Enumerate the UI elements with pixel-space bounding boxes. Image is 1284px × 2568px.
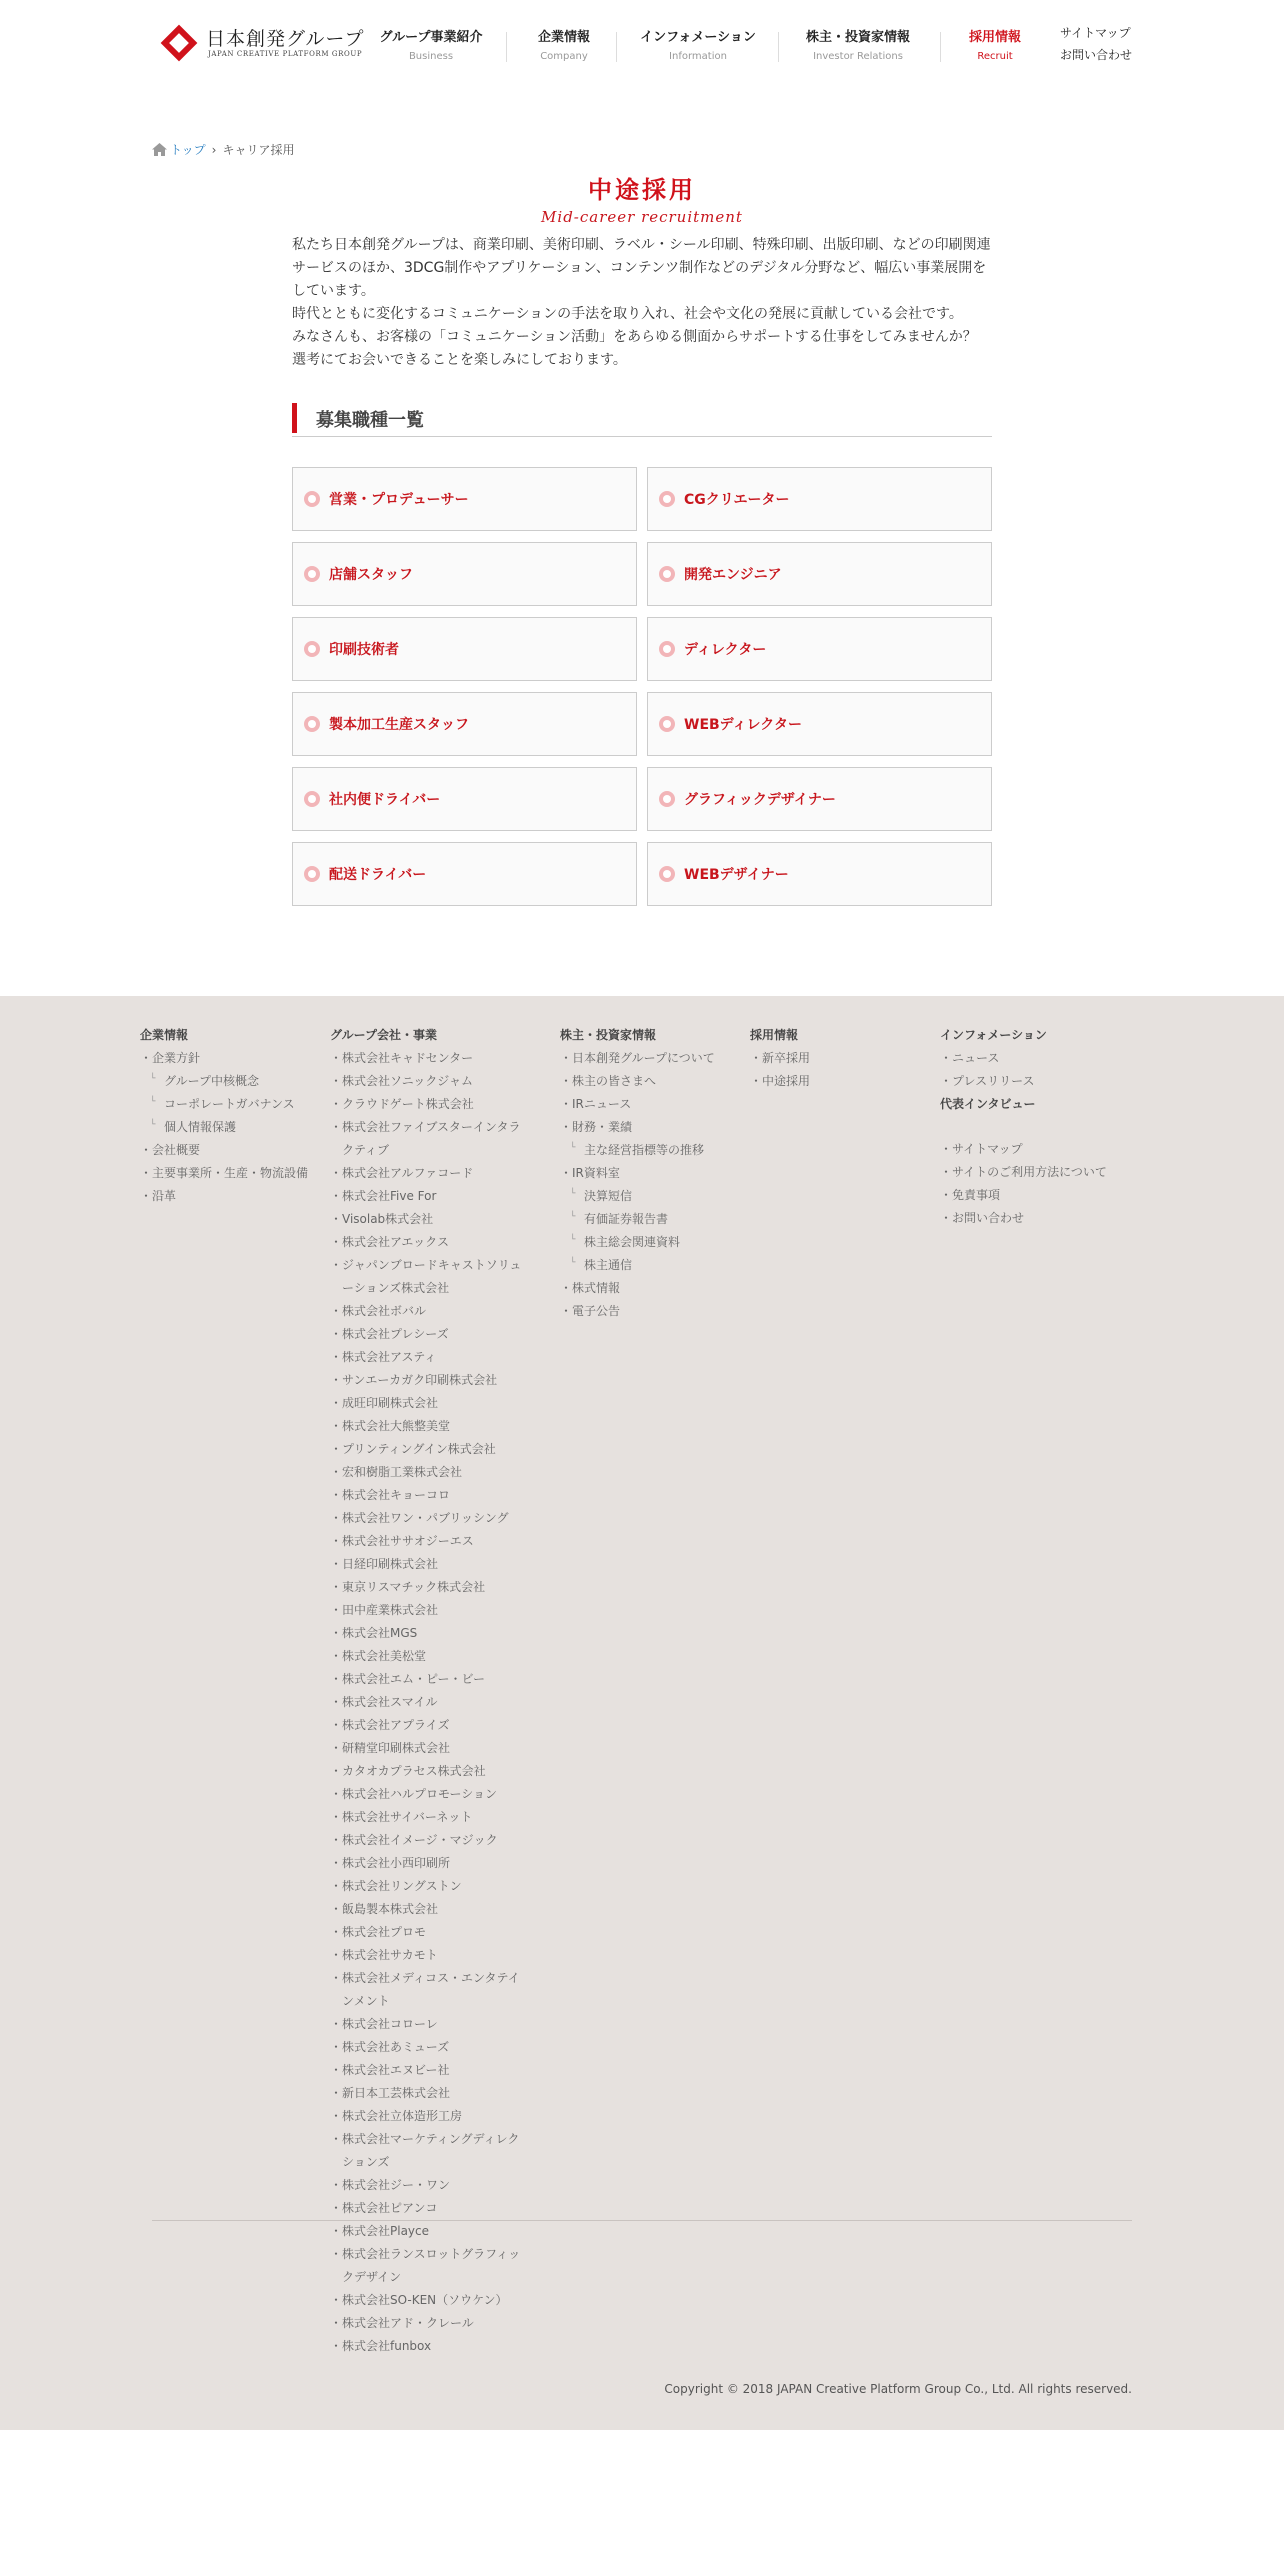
logo-text-jp: 日本創発グループ — [206, 28, 365, 50]
job-item[interactable] — [647, 617, 992, 681]
circle-bullet-icon — [659, 566, 675, 582]
contact-link[interactable]: お問い合わせ — [1060, 48, 1133, 62]
footer-link[interactable]: ・ 株式会社SO-KEN（ソウケン） — [330, 2289, 526, 2312]
job-item-label: CGクリエーター — [684, 492, 790, 508]
footer-col-ir — [560, 1024, 740, 1323]
footer-col-info — [940, 1024, 1130, 1230]
footer-link[interactable]: ・ お問い合わせ — [940, 1207, 1130, 1230]
footer-link[interactable]: ・ 株式会社スマイル — [330, 1691, 526, 1714]
footer-link[interactable]: ・ サンエーカガク印刷株式会社 — [330, 1369, 526, 1392]
intro-paragraph: 選考にてお会いできることを楽しみにしております。 — [292, 352, 627, 368]
footer-link[interactable]: └ 決算短信 — [560, 1185, 740, 1208]
footer-list — [940, 1047, 1130, 1093]
footer-link[interactable]: └ 主な経営指標等の推移 — [560, 1139, 740, 1162]
footer-link[interactable]: ・ 東京リスマチック株式会社 — [330, 1576, 526, 1599]
footer-link[interactable]: ・ 田中産業株式会社 — [330, 1599, 526, 1622]
circle-bullet-icon — [659, 866, 675, 882]
job-item[interactable] — [292, 767, 637, 831]
footer-link[interactable]: ・ 株式会社ボバル — [330, 1300, 526, 1323]
footer-link[interactable]: ・ 株式会社大熊整美堂 — [330, 1415, 526, 1438]
circle-bullet-icon — [304, 566, 320, 582]
heading-accent-bar — [292, 403, 297, 433]
footer-link[interactable]: ・ IR資料室 — [560, 1162, 740, 1185]
job-item[interactable] — [647, 767, 992, 831]
footer-link[interactable]: ・ 株式情報 — [560, 1277, 740, 1300]
footer-link[interactable]: └ 有価証券報告書 — [560, 1208, 740, 1231]
footer-link[interactable]: ・ 株式会社サイバーネット — [330, 1806, 526, 1829]
intro-text — [292, 234, 992, 372]
intro-paragraph: みなさんも、お客様の「コミュニケーション活動」をあらゆる側面からサポートする仕事をしてみませんか？ — [292, 329, 977, 345]
nav-divider — [778, 32, 779, 62]
footer-heading[interactable]: インフォメーション — [940, 1028, 1047, 1042]
nav-business[interactable] — [376, 26, 486, 66]
nav-information[interactable] — [636, 26, 760, 66]
footer-link[interactable]: ・ 株式会社プレシーズ — [330, 1323, 526, 1346]
nav-ir-label: 株主・投資家情報 — [805, 30, 910, 45]
circle-bullet-icon — [659, 641, 675, 657]
footer-link[interactable]: └ 株主通信 — [560, 1254, 740, 1277]
footer-link[interactable]: ・ 飯島製本株式会社 — [330, 1898, 526, 1921]
footer-heading[interactable]: 企業情報 — [140, 1028, 189, 1042]
job-item-label: 店舗スタッフ — [329, 567, 413, 583]
nav-divider — [940, 32, 941, 62]
footer-link[interactable]: ・ 企業方針 — [140, 1047, 310, 1070]
footer-link[interactable]: └ 株主総会関連資料 — [560, 1231, 740, 1254]
logo[interactable] — [160, 22, 365, 64]
job-item[interactable] — [647, 542, 992, 606]
footer-link[interactable]: ・ カタオカプラセス株式会社 — [330, 1760, 526, 1783]
nav-recruit-label: 採用情報 — [968, 30, 1021, 45]
footer-link[interactable]: ・ 株式会社ワン・パブリッシング — [330, 1507, 526, 1530]
footer-link[interactable]: ・ クラウドゲート株式会社 — [330, 1093, 526, 1116]
footer-link[interactable]: ・ 株式会社アルファコード — [330, 1162, 526, 1185]
footer-heading[interactable]: 代表インタビュー — [940, 1097, 1036, 1111]
nav-information-sublabel: Information — [669, 51, 727, 62]
breadcrumb-home-link[interactable]: トップ — [170, 143, 206, 157]
home-icon — [152, 143, 167, 156]
nav-company-sublabel: Company — [540, 51, 588, 62]
footer-link[interactable]: ・ 株式会社キャドセンター — [330, 1047, 526, 1070]
nav-divider — [616, 32, 617, 62]
footer-heading[interactable]: 株主・投資家情報 — [560, 1028, 657, 1042]
logo-mark-icon — [160, 24, 198, 62]
job-item-label: グラフィックデザイナー — [684, 792, 836, 808]
footer-link[interactable]: ・ 中途採用 — [750, 1070, 920, 1093]
footer-link[interactable]: └ 個人情報保護 — [140, 1116, 310, 1139]
footer-link[interactable]: └ コーポレートガバナンス — [140, 1093, 310, 1116]
footer-link[interactable]: ・ 株式会社小西印刷所 — [330, 1852, 526, 1875]
footer-link[interactable]: ・ 株式会社Five For — [330, 1185, 526, 1208]
footer-list — [140, 1047, 310, 1208]
footer-link[interactable]: ・ サイトのご利用方法について — [940, 1161, 1130, 1184]
job-item[interactable] — [647, 467, 992, 531]
job-item-label: WEBデザイナー — [684, 867, 789, 883]
circle-bullet-icon — [659, 716, 675, 732]
circle-bullet-icon — [304, 491, 320, 507]
job-item-label: 配送ドライバー — [329, 867, 427, 883]
circle-bullet-icon — [659, 491, 675, 507]
footer-link[interactable]: ・ 株式会社リングストン — [330, 1875, 526, 1898]
spacer — [940, 1116, 1130, 1138]
job-item[interactable] — [292, 467, 637, 531]
job-item-label: ディレクター — [684, 642, 767, 658]
footer-list — [750, 1047, 920, 1093]
footer-link[interactable]: ・ 株式会社ササオジーエス — [330, 1530, 526, 1553]
job-item[interactable] — [647, 692, 992, 756]
circle-bullet-icon — [659, 791, 675, 807]
footer-link[interactable]: ・ 株式会社ランスロットグラフィックデザイン — [330, 2243, 526, 2289]
footer-link[interactable]: ・ 株式会社アプライズ — [330, 1714, 526, 1737]
footer-link[interactable]: ・ 株式会社エヌビー社 — [330, 2059, 526, 2082]
copyright: Copyright © 2018 JAPAN Creative Platform Group Co., Ltd. All rights reserved. — [664, 2382, 1132, 2396]
footer-link[interactable]: └ グループ中核概念 — [140, 1070, 310, 1093]
footer-link[interactable]: ・ 電子公告 — [560, 1300, 740, 1323]
nav-investor-relations[interactable] — [796, 26, 920, 66]
footer-link[interactable]: ・ 株式会社アエックス — [330, 1231, 526, 1254]
footer-link[interactable]: ・ 株式会社アド・クレール — [330, 2312, 526, 2335]
job-item[interactable] — [647, 842, 992, 906]
footer-list — [560, 1047, 740, 1323]
job-item[interactable] — [292, 842, 637, 906]
nav-information-label: インフォメーション — [640, 30, 756, 45]
intro-paragraph: 時代とともに変化するコミュニケーションの手法を取り入れ、社会や文化の発展に貢献している会社です。 — [292, 306, 963, 322]
job-item-label: 社内便ドライバー — [329, 792, 441, 808]
footer-link[interactable]: ・ ジャパンブロードキャストソリューションズ株式会社 — [330, 1254, 526, 1300]
footer-col-company — [140, 1024, 310, 1208]
footer-link[interactable]: ・ 株式会社イメージ・マジック — [330, 1829, 526, 1852]
footer-link[interactable]: ・ 株式会社コローレ — [330, 2013, 526, 2036]
footer-list — [940, 1138, 1130, 1230]
footer-link[interactable]: ・ 免責事項 — [940, 1184, 1130, 1207]
footer-heading[interactable]: グループ会社・事業 — [330, 1028, 438, 1042]
nav-company[interactable] — [528, 26, 600, 66]
footer-link[interactable]: ・ 株式会社ファイブスターインタラクティブ — [330, 1116, 526, 1162]
footer-link[interactable]: ・ 株式会社ハルプロモーション — [330, 1783, 526, 1806]
utility-links — [1060, 22, 1132, 66]
footer-link[interactable]: ・ 株式会社マーケティングディレクションズ — [330, 2128, 526, 2174]
footer-link[interactable]: ・ 株式会社アスティ — [330, 1346, 526, 1369]
footer-link[interactable]: ・ 株式会社メディコス・エンタテインメント — [330, 1967, 526, 2013]
footer-link[interactable]: ・ 株式会社Playce — [330, 2220, 526, 2243]
breadcrumb-current: キャリア採用 — [222, 143, 295, 157]
footer-link[interactable]: ・ 新卒採用 — [750, 1047, 920, 1070]
job-item-label: 開発エンジニア — [684, 567, 782, 583]
circle-bullet-icon — [304, 791, 320, 807]
footer-link[interactable]: ・ 株式会社サカモト — [330, 1944, 526, 1967]
footer-link[interactable]: ・ ニュース — [940, 1047, 1130, 1070]
page-subtitle: Mid-career recruitment — [541, 208, 743, 226]
footer-link[interactable]: ・ 会社概要 — [140, 1139, 310, 1162]
logo-text-en: JAPAN CREATIVE PLATFORM GROUP — [208, 50, 363, 58]
footer-heading[interactable]: 採用情報 — [750, 1028, 799, 1042]
section-heading — [292, 403, 992, 437]
footer-link[interactable]: ・ 財務・業績 — [560, 1116, 740, 1139]
job-item-label: 製本加工生産スタッフ — [329, 717, 469, 733]
footer-link[interactable]: ・ 研精堂印刷株式会社 — [330, 1737, 526, 1760]
footer-link[interactable]: ・ 株式会社あミューズ — [330, 2036, 526, 2059]
footer-link[interactable]: ・ 株式会社ピアンコ — [330, 2197, 526, 2220]
footer-link[interactable]: ・ 株式会社立体造形工房 — [330, 2105, 526, 2128]
footer-col-group — [330, 1024, 526, 2358]
nav-business-label: グループ事業紹介 — [379, 30, 483, 45]
circle-bullet-icon — [304, 716, 320, 732]
nav-company-label: 企業情報 — [537, 30, 590, 45]
footer-link[interactable]: ・ 株式会社ソニックジャム — [330, 1070, 526, 1093]
footer-link[interactable]: ・ 日本創発グループについて — [560, 1047, 740, 1070]
breadcrumb — [152, 141, 294, 158]
nav-ir-sublabel: Investor Relations — [813, 51, 903, 62]
footer-link[interactable]: ・ 株式会社エム・ピー・ビー — [330, 1668, 526, 1691]
footer-link[interactable]: ・ 日経印刷株式会社 — [330, 1553, 526, 1576]
job-item-label: WEBディレクター — [684, 717, 802, 733]
footer-link[interactable]: ・ サイトマップ — [940, 1138, 1130, 1161]
chevron-right-icon: › — [211, 142, 217, 157]
footer-link[interactable]: ・ Visolab株式会社 — [330, 1208, 526, 1231]
footer-link[interactable]: ・ IRニュース — [560, 1093, 740, 1116]
circle-bullet-icon — [304, 641, 320, 657]
job-item-label: 営業・プロデューサー — [329, 492, 469, 508]
footer-col-recruit — [750, 1024, 920, 1093]
job-item[interactable] — [292, 617, 637, 681]
footer-link[interactable]: ・ 株式会社ジー・ワン — [330, 2174, 526, 2197]
intro-paragraph: 私たち日本創発グループは、商業印刷、美術印刷、ラベル・シール印刷、特殊印刷、出版印刷、などの印刷関連サービスのほか、3DCG制作やアプリケーション、コンテンツ制作などのデジタル分野など、幅広い事業展開をしています。 — [292, 237, 991, 299]
footer-link[interactable]: ・ 沿革 — [140, 1185, 310, 1208]
footer-link[interactable]: ・ 株式会社funbox — [330, 2335, 526, 2358]
circle-bullet-icon — [304, 866, 320, 882]
footer-link[interactable]: ・ 株式会社プロモ — [330, 1921, 526, 1944]
nav-business-sublabel: Business — [408, 51, 454, 62]
footer-link[interactable]: ・ 新日本工芸株式会社 — [330, 2082, 526, 2105]
nav-recruit-sublabel: Recruit — [977, 51, 1013, 62]
footer-link[interactable]: ・ プリンティングイン株式会社 — [330, 1438, 526, 1461]
page-title: 中途採用 — [588, 176, 696, 204]
nav-divider — [506, 32, 507, 62]
footer-link[interactable]: ・ 宏和樹脂工業株式会社 — [330, 1461, 526, 1484]
footer-link[interactable]: ・ 株式会社MGS — [330, 1622, 526, 1645]
footer-link[interactable]: ・ 主要事業所・生産・物流設備 — [140, 1162, 310, 1185]
footer-link[interactable]: ・ 株式会社美松堂 — [330, 1645, 526, 1668]
nav-recruit[interactable] — [960, 26, 1030, 66]
job-item[interactable] — [292, 542, 637, 606]
footer-link[interactable]: ・ 株主の皆さまへ — [560, 1070, 740, 1093]
footer-list — [330, 1047, 526, 2358]
section-heading-text: 募集職種一覧 — [316, 410, 424, 431]
job-item[interactable] — [292, 692, 637, 756]
sitemap-link[interactable]: サイトマップ — [1060, 26, 1131, 40]
footer-link[interactable]: ・ 成旺印刷株式会社 — [330, 1392, 526, 1415]
footer — [0, 996, 1284, 2430]
footer-link[interactable]: ・ プレスリリース — [940, 1070, 1130, 1093]
footer-divider — [152, 2220, 1132, 2221]
footer-link[interactable]: ・ 株式会社キョーコロ — [330, 1484, 526, 1507]
job-item-label: 印刷技術者 — [329, 642, 399, 658]
